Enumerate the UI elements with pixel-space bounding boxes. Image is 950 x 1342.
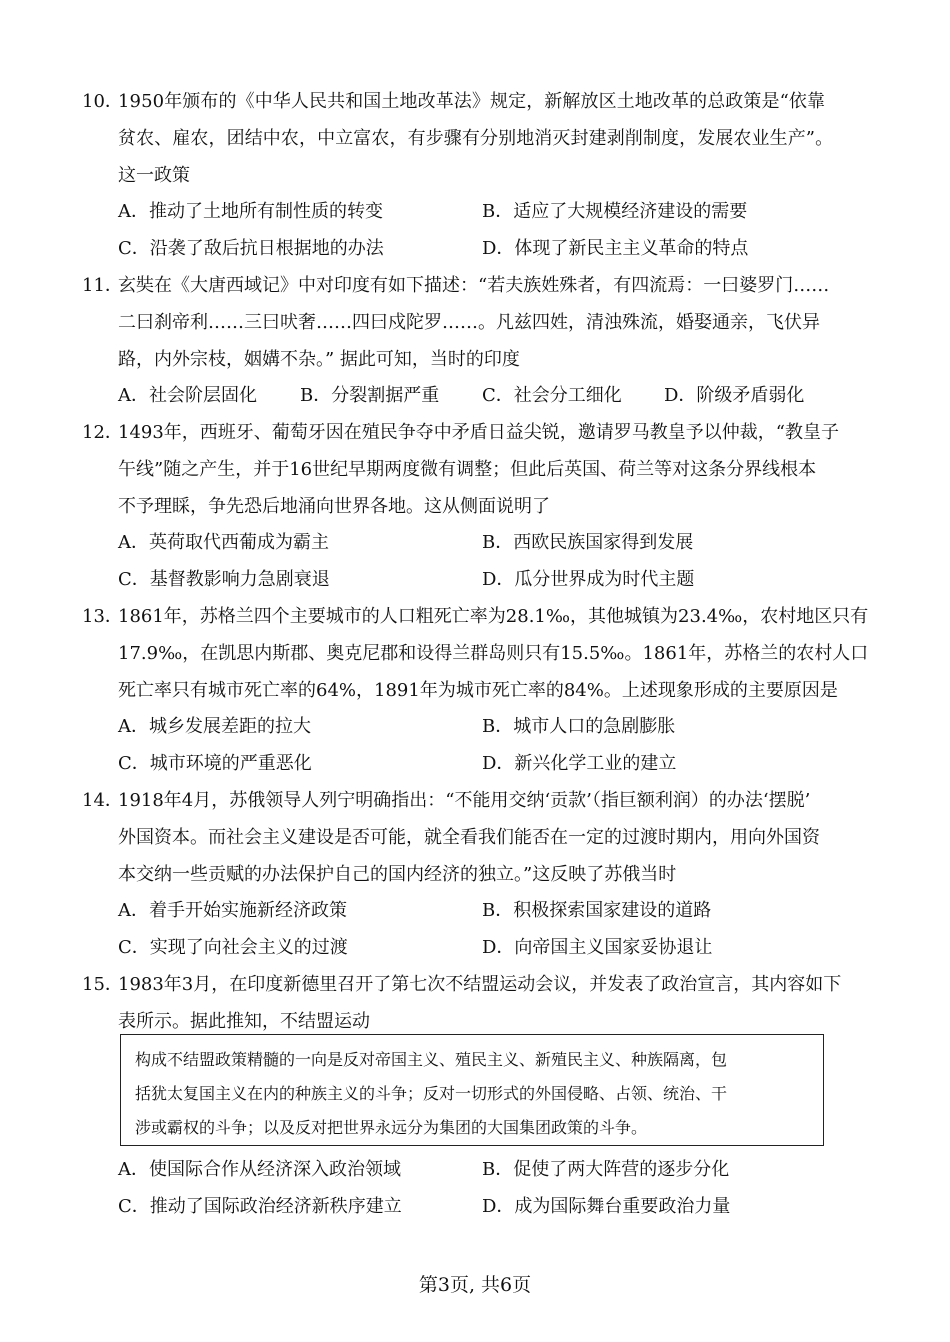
quote-line: 构成不结盟政策精髓的一向是反对帝国主义、殖民主义、新殖民主义、种族隔离，包 <box>135 1050 728 1069</box>
option-d: D．体现了新民主主义革命的特点 <box>482 238 749 259</box>
quote-line: 涉或霸权的斗争；以及反对把世界永远分为集团的大国集团政策的斗争。 <box>135 1118 648 1137</box>
question-number: 14． <box>82 790 123 811</box>
question-number: 11． <box>82 275 123 296</box>
question-stem-line: 不予理睬，争先恐后地涌向世界各地。这从侧面说明了 <box>118 496 550 517</box>
question-stem-line: 1493年，西班牙、葡萄牙因在殖民争夺中矛盾日益尖锐，邀请罗马教皇予以仲裁，“教皇子 <box>118 422 840 443</box>
question-stem-line: 死亡率只有城市死亡率的64%，1891年为城市死亡率的84%。上述现象形成的主要原因是 <box>118 680 838 701</box>
question-stem-line: 本交纳一些贡赋的办法保护自己的国内经济的独立。”这反映了苏俄当时 <box>118 864 677 885</box>
option-d: D．阶级矛盾弱化 <box>664 385 805 406</box>
option-a: A．使国际合作从经济深入政治领域 <box>118 1159 401 1180</box>
option-a: A．社会阶层固化 <box>118 385 257 406</box>
option-c: C．基督教影响力急剧衰退 <box>118 569 330 590</box>
option-d: D．成为国际舞台重要政治力量 <box>482 1196 731 1217</box>
question-stem-line: 这一政策 <box>118 165 190 186</box>
question-stem-line: 1861年，苏格兰四个主要城市的人口粗死亡率为28.1‰，其他城镇为23.4‰，农村地区只有 <box>118 606 869 627</box>
option-c: C．社会分工细化 <box>482 385 622 406</box>
question-stem-line: 1918年4月，苏俄领导人列宁明确指出：“不能用交纳‘贡款’（指巨额利润）的办法‘摆脱’ <box>118 790 811 811</box>
question-stem-line: 表所示。据此推知，不结盟运动 <box>118 1011 370 1032</box>
option-b: B．城市人口的急剧膨胀 <box>482 716 676 737</box>
option-c: C．城市环境的严重恶化 <box>118 753 312 774</box>
option-a: A．推动了土地所有制性质的转变 <box>118 201 383 222</box>
option-b: B．积极探索国家建设的道路 <box>482 900 712 921</box>
option-d: D．向帝国主义国家妥协退让 <box>482 937 713 958</box>
option-c: C．推动了国际政治经济新秩序建立 <box>118 1196 402 1217</box>
question-stem-line: 玄奘在《大唐西域记》中对印度有如下描述：“若夫族姓殊者，有四流焉：一曰婆罗门…… <box>118 275 830 296</box>
question-number: 12． <box>82 422 123 443</box>
option-d: D．新兴化学工业的建立 <box>482 753 677 774</box>
option-b: B．适应了大规模经济建设的需要 <box>482 201 748 222</box>
question-stem-line: 17.9‰，在凯思内斯郡、奥克尼郡和设得兰群岛则只有15.5‰。1861年，苏格兰的农村人口 <box>118 643 869 664</box>
option-a: A．城乡发展差距的拉大 <box>118 716 311 737</box>
question-stem-line: 路，内外宗枝，姻媾不杂。” 据此可知，当时的印度 <box>118 349 520 370</box>
page-footer: 第3页, 共6页 <box>418 1274 532 1296</box>
question-stem-line: 午线”随之产生，并于16世纪早期两度微有调整；但此后英国、荷兰等对这条分界线根本 <box>118 459 817 480</box>
question-stem-line: 1983年3月，在印度新德里召开了第七次不结盟运动会议，并发表了政治宣言，其内容如下 <box>118 974 842 995</box>
option-b: B．分裂割据严重 <box>300 385 440 406</box>
option-a: A．英荷取代西葡成为霸主 <box>118 532 329 553</box>
question-number: 15． <box>82 974 123 995</box>
option-a: A．着手开始实施新经济政策 <box>118 900 347 921</box>
option-c: C．沿袭了敌后抗日根据地的办法 <box>118 238 384 259</box>
option-c: C．实现了向社会主义的过渡 <box>118 937 348 958</box>
question-stem-line: 1950年颁布的《中华人民共和国土地改革法》规定，新解放区土地改革的总政策是“依靠 <box>118 91 826 112</box>
question-number: 10． <box>82 91 123 112</box>
question-stem-line: 二曰刹帝利……三曰吠奢……四曰戍陀罗……。凡兹四姓，清浊殊流，婚娶通亲，飞伏异 <box>118 312 820 333</box>
question-number: 13． <box>82 606 123 627</box>
quote-line: 括犹太复国主义在内的种族主义的斗争；反对一切形式的外国侵略、占领、统治、干 <box>135 1084 728 1103</box>
option-b: B．西欧民族国家得到发展 <box>482 532 694 553</box>
question-stem-line: 贫农、雇农，团结中农，中立富农，有步骤有分别地消灭封建剥削制度，发展农业生产”。 <box>118 128 834 149</box>
question-stem-line: 外国资本。而社会主义建设是否可能，就全看我们能否在一定的过渡时期内，用向外国资 <box>118 827 820 848</box>
option-d: D．瓜分世界成为时代主题 <box>482 569 695 590</box>
quote-box <box>120 1034 824 1146</box>
option-b: B．促使了两大阵营的逐步分化 <box>482 1159 730 1180</box>
